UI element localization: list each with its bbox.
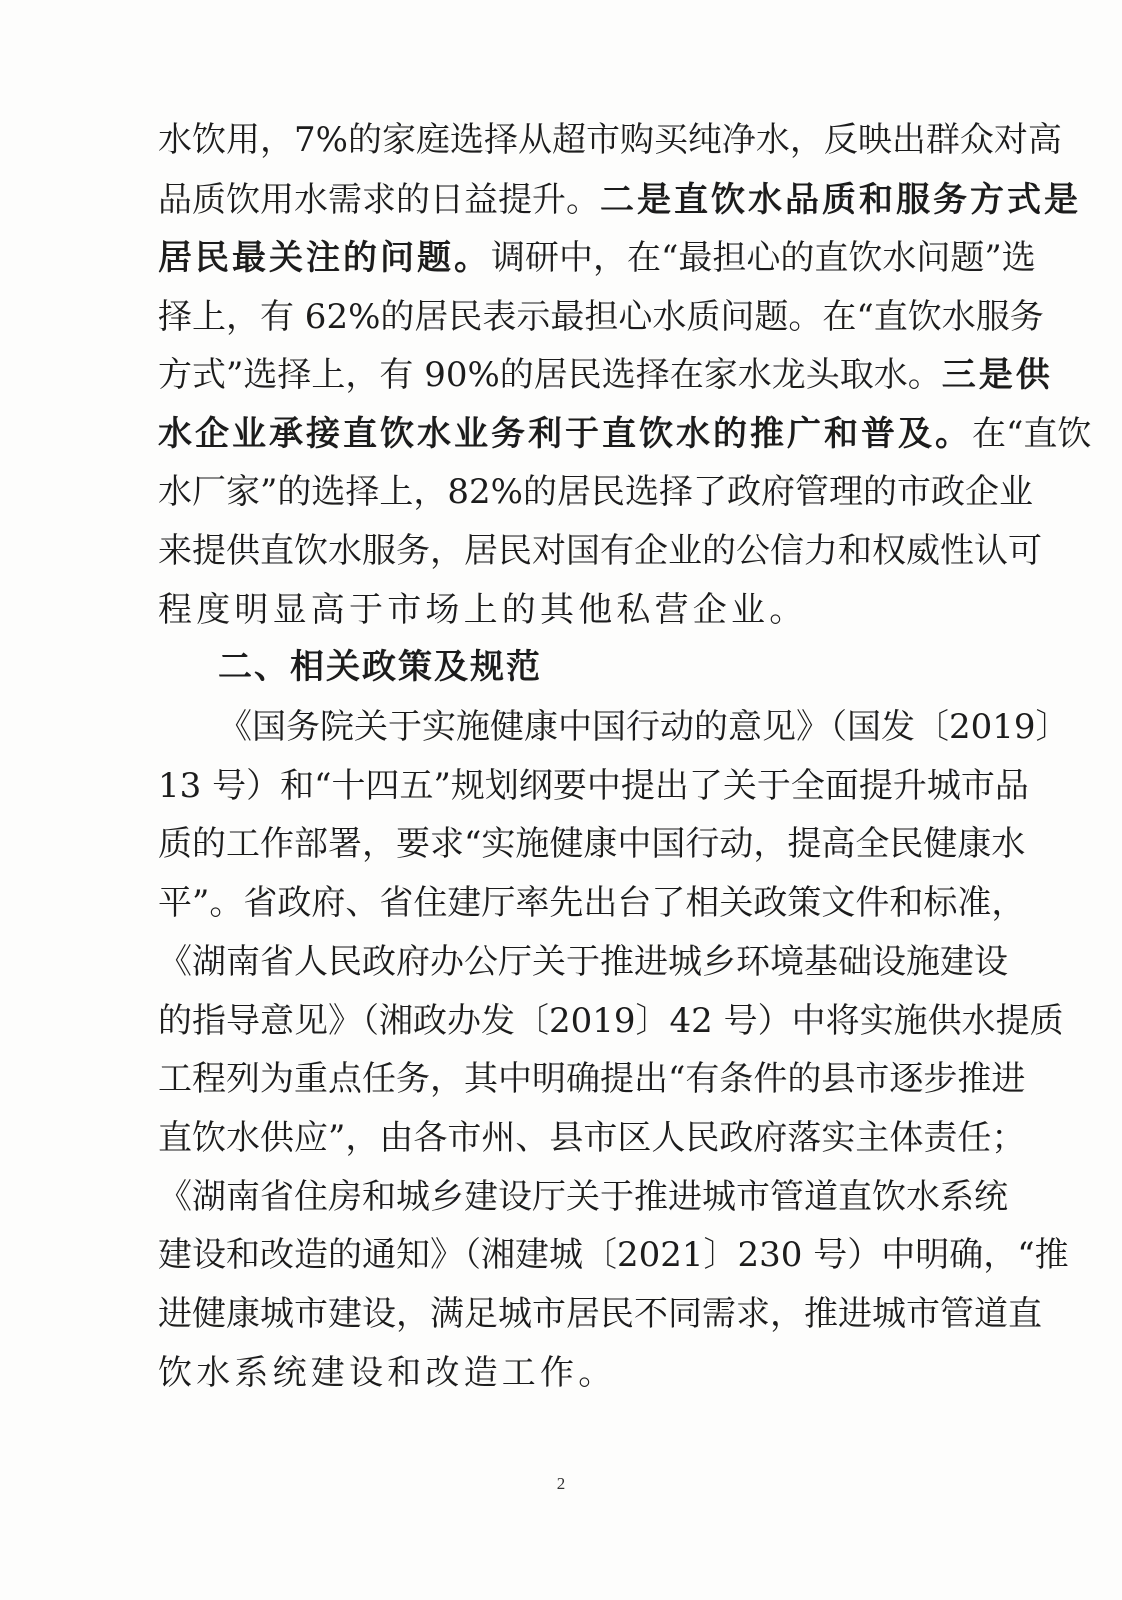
text-run: 方式”选择上，有 90%的居民选择在家水龙头取水。 [158,355,942,395]
paragraph-line [158,1351,944,1395]
paragraph-line [158,822,1026,866]
text-run: 《湖南省住房和城乡建设厅关于推进城市管道直饮水系统 [158,1177,1008,1217]
text-run: 平”。省政府、省住建厅率先出台了相关政策文件和标准， [158,883,1026,923]
text-run: 《国务院关于实施健康中国行动的意见》（国发〔2019〕 [218,707,1070,747]
paragraph-line [158,118,1062,162]
text-run: 质的工作部署，要求“实施健康中国行动，提高全民健康水 [158,824,1026,864]
text-run: 择上，有 62%的居民表示最担心水质问题。在“直饮水服务 [158,297,1044,337]
text-run: 来提供直饮水服务，居民对国有企业的公信力和权威性认可 [158,531,1042,571]
paragraph-line [158,940,1008,984]
heading-text: 二、相关政策及规范 [218,647,542,687]
text-run: 的指导意见》（湘政办发〔2019〕42 号）中将实施供水提质 [158,1001,1064,1041]
paragraph-line [158,588,944,632]
paragraph-line [158,1292,1042,1336]
paragraph-line [158,236,1036,280]
paragraph-line [158,529,1042,573]
text-run: 《湖南省人民政府办公厅关于推进城乡环境基础设施建设 [158,942,1008,982]
paragraph-line [218,705,1070,749]
paragraph-line [158,1175,1008,1219]
paragraph-line [158,353,1053,397]
page-number: 2 [556,1474,566,1493]
paragraph-line [158,412,1092,456]
paragraph-line [158,881,1026,925]
text-run: 水饮用，7%的家庭选择从超市购买纯净水，反映出群众对高 [158,120,1062,160]
bold-text-run: 水企业承接直饮水业务利于直饮水的推广和普及。 [158,414,972,454]
text-run: 调研中，在“最担心的直饮水问题”选 [491,238,1036,278]
paragraph-line [158,295,1044,339]
text-run: 建设和改造的通知》（湘建城〔2021〕230 号）中明确，“推 [158,1235,1069,1275]
text-run: 饮水系统建设和改造工作。 [158,1353,617,1393]
text-run: 水厂家”的选择上，82%的居民选择了政府管理的市政企业 [158,472,1033,512]
text-run: 13 号）和“十四五”规划纲要中提出了关于全面提升城市品 [158,766,1029,806]
section-heading [218,645,1004,689]
paragraph-line [158,1116,1026,1160]
paragraph-line [158,470,1033,514]
text-run: 进健康城市建设，满足城市居民不同需求，推进城市管道直 [158,1294,1042,1334]
paragraph-line [158,178,1081,222]
bold-text-run: 居民最关注的问题。 [158,238,491,278]
paragraph-line [158,999,1064,1043]
paragraph-line [158,764,1029,808]
paragraph-line [158,1233,1069,1277]
text-run: 直饮水供应”，由各市州、县市区人民政府落实主体责任； [158,1118,1026,1158]
text-run: 工程列为重点任务，其中明确提出“有条件的县市逐步推进 [158,1059,1026,1099]
bold-text-run: 三是供 [941,355,1053,395]
text-run: 在“直饮 [972,414,1092,454]
text-run: 程度明显高于市场上的其他私营企业。 [158,590,808,630]
paragraph-line [158,1057,1026,1101]
bold-text-run: 二是直饮水品质和服务方式是 [600,180,1081,220]
text-run: 品质饮用水需求的日益提升。 [158,180,600,220]
